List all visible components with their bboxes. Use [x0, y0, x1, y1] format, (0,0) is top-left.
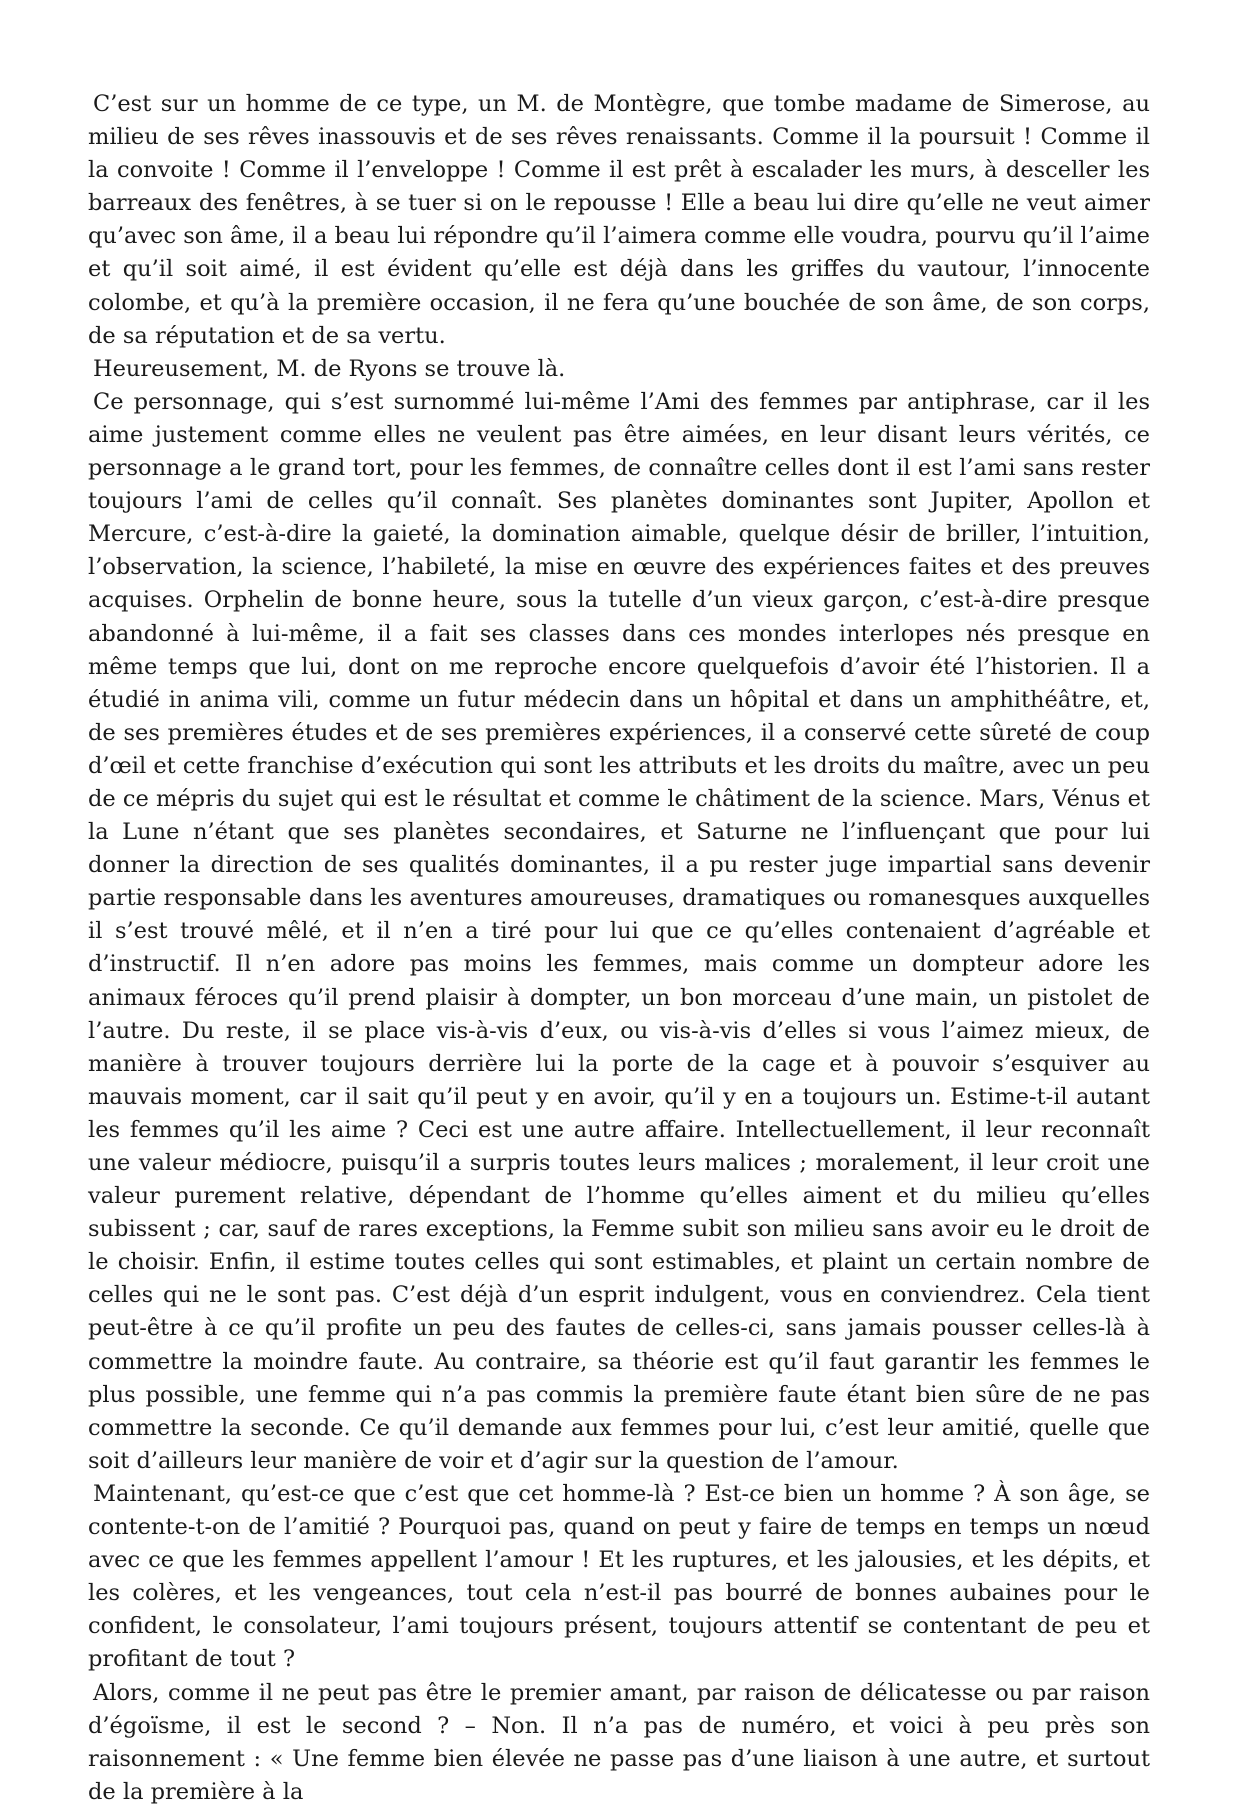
paragraph-personnage: Ce personnage, qui s’est surnommé lui-même l’Ami des femmes par antiphrase, car il les aime justement comme elles ne veulent pas être aimées, en leur disant leurs vérités, ce personnage a le grand tort, pour les femmes, de connaître celles dont il est l’ami sans rester toujours l’ami de celles qu’il connaît. Ses planètes dominantes sont Jupiter, Apollon et Mercure, c’est-à-dire la gaieté, la domination aimable, quelque désir de briller, l’intuition, l’observation, la science, l’habileté, la mise en œuvre des expériences faites et des preuves acquises. Orphelin de bonne heure, sous la tutelle d’un vieux garçon, c’est-à-dire presque abandonné à lui-même, il a fait ses classes dans ces mondes interlopes nés presque en même temps que lui, dont on me reproche encore quelquefois d’avoir été l’historien. Il a étudié in anima vili, comme un futur médecin dans un hôpital et dans un amphithéâtre, et, de ses premières études et de ses premières expériences, il a conservé cette sûreté de coup d’œil et cette franchise d’exécution qui sont les attributs et les droits du maître, avec un peu de ce mépris du sujet qui est le résultat et comme le châtiment de la science. Mars, Vénus et la Lune n’étant que ses planètes secondaires, et Saturne ne l’influençant que pour lui donner la direction de ses qualités dominantes, il a pu rester juge impartial sans devenir partie responsable dans les aventures amoureuses, dramatiques ou romanesques auxquelles il s’est trouvé mêlé, et il n’en a tiré pour lui que ce qu’elles contenaient d’agréable et d’instructif. Il n’en adore pas moins les femmes, mais comme un dompteur adore les animaux féroces qu’il prend plaisir à dompter, un bon morceau d’une main, un pistolet de l’autre. Du reste, il se place vis-à-vis d’eux, ou vis-à-vis d’elles si vous l’aimez mieux, de manière à trouver toujours derrière lui la porte de la cage et à pouvoir s’esquiver au mauvais moment, car il sait qu’il peut y en avoir, qu’il y en a toujours un. Estime-t-il autant les femmes qu’il les aime ? Ceci est une autre affaire. Intellectuellement, il leur reconnaît une valeur médiocre, puisqu’il a surpris toutes leurs malices ; moralement, il leur croit une valeur purement relative, dépendant de l’homme qu’elles aiment et du milieu qu’elles subissent ; car, sauf de rares exceptions, la Femme subit son milieu sans avoir eu le droit de le choisir. Enfin, il estime toutes celles qui sont estimables, et plaint un certain nombre de celles qui ne le sont pas. C’est déjà d’un esprit indulgent, vous en conviendrez. Cela tient peut-être à ce qu’il profite un peu des fautes de celles-ci, sans jamais pousser celles-là à commettre la moindre faute. Au contraire, sa théorie est qu’il faut garantir les femmes le plus possible, une femme qui n’a pas commis la première faute étant bien sûre de ne pas commettre la seconde. Ce qu’il demande aux femmes pour lui, c’est leur amitié, quelle que soit d’ailleurs leur manière de voir et d’agir sur la question de l’amour. [88, 388, 1150, 1474]
paragraph-montegre: C’est sur un homme de ce type, un M. de Montègre, que tombe madame de Simerose, au milieu de ses rêves inassouvis et de ses rêves renaissants. Comme il la poursuit ! Comme il la convoite ! Comme il l’enveloppe ! Comme il est prêt à escalader les murs, à desceller les barreaux des fenêtres, à se tuer si on le repousse ! Elle a beau lui dire qu’elle ne veut aimer qu’avec son âme, il a beau lui répondre qu’il l’aimera comme elle voudra, pourvu qu’il l’aime et qu’il soit aimé, il est évident qu’elle est déjà dans les griffes du vautour, l’innocente colombe, et qu’à la première occasion, il ne fera qu’une bouchée de son âme, de son corps, de sa réputation et de sa vertu. [88, 91, 1150, 349]
document-page [88, 88, 1150, 1805]
paragraph-alors: Alors, comme il ne peut pas être le premier amant, par raison de délicatesse ou par raison d’égoïsme, il est le second ? – Non. Il n’a pas de numéro, et voici à peu près son raisonnement : « Une femme bien élevée ne passe pas d’une liaison à une autre, et surtout de la première à la [88, 1679, 1150, 1805]
paragraph-heureusement: Heureusement, M. de Ryons se trouve là. [93, 355, 566, 382]
paragraph-maintenant: Maintenant, qu’est-ce que c’est que cet homme-là ? Est-ce bien un homme ? À son âge, se contente-t-on de l’amitié ? Pourquoi pas, quand on peut y faire de temps en temps un nœud avec ce que les femmes appellent l’amour ! Et les ruptures, et les jalousies, et les dépits, et les colères, et les vengeances, tout cela n’est-il pas bourré de bonnes aubaines pour le confident, le consolateur, l’ami toujours présent, toujours attentif se contentant de peu et profitant de tout ? [88, 1480, 1150, 1673]
